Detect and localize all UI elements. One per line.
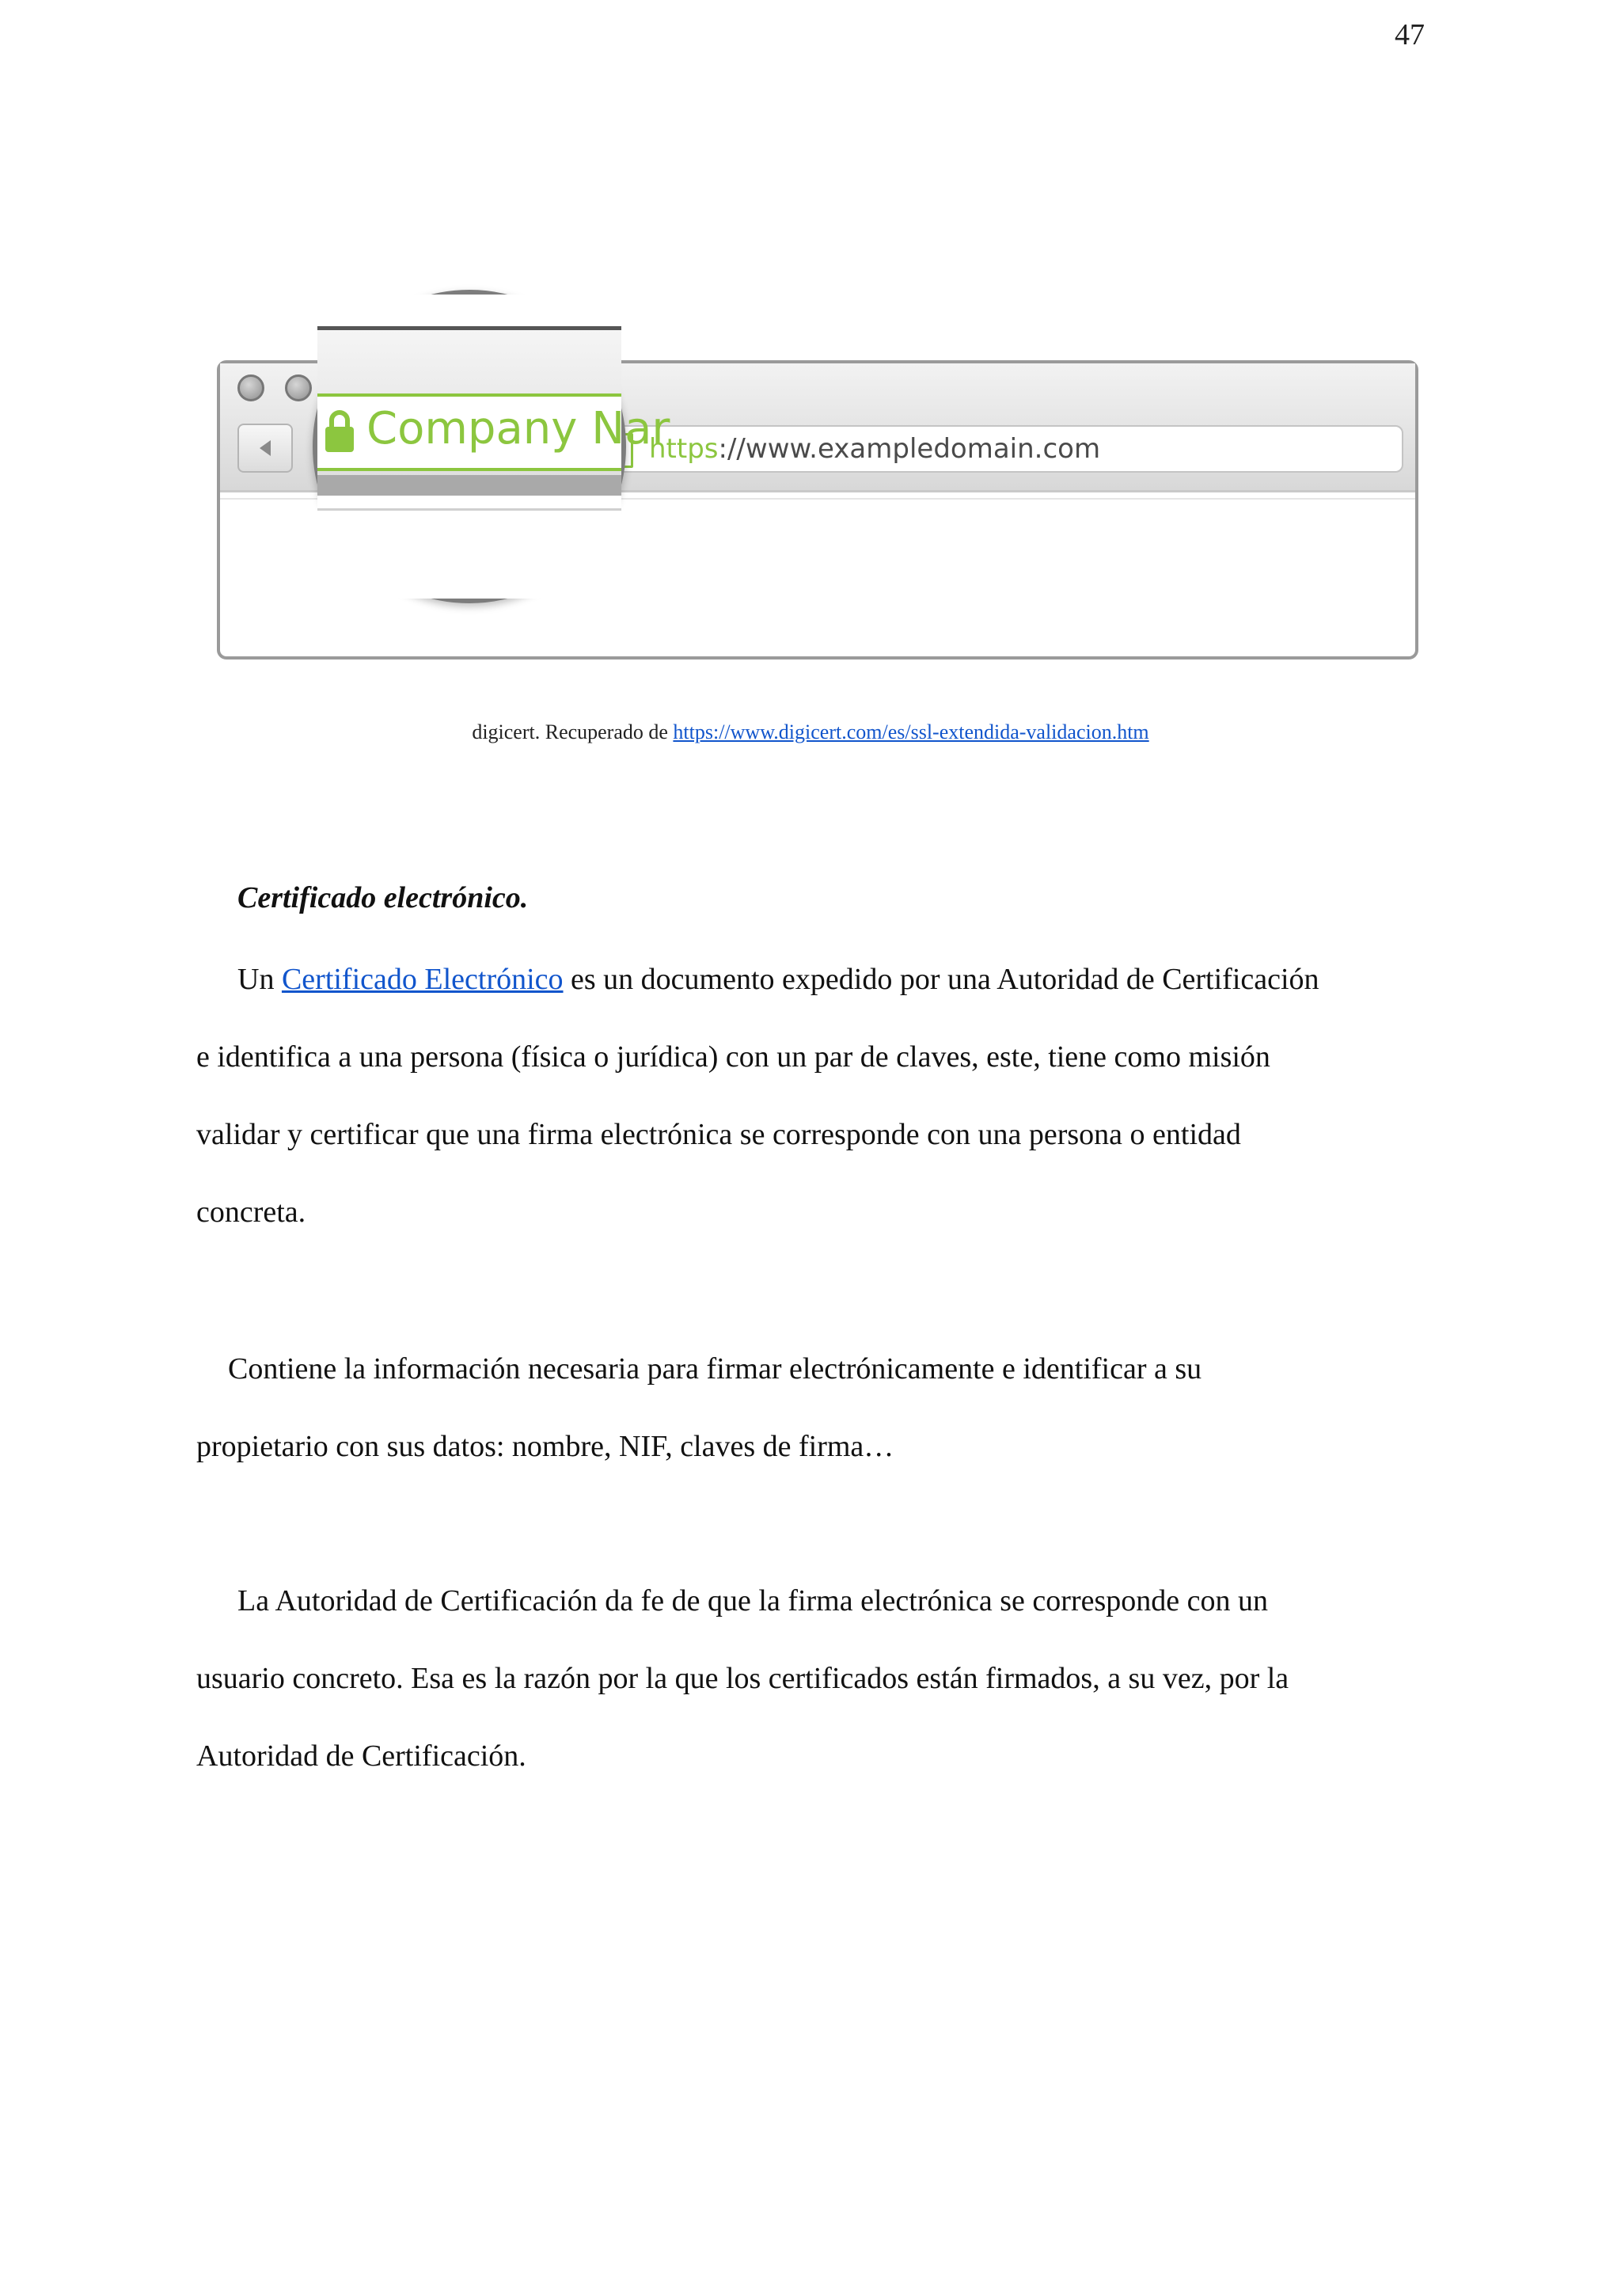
lock-icon: [324, 408, 355, 454]
paragraph-2: [196, 1330, 1431, 1485]
paragraph-3-line-2: usuario concreto. Esa es la razón por la que los certificados están firmados, a su vez, por la: [196, 1662, 1289, 1695]
paragraph-2-line-1: Contiene la información necesaria para firmar electrónicamente e identificar a su: [228, 1352, 1202, 1386]
magnifier-divider: [317, 508, 621, 511]
paragraph-1-line-4: concreta.: [196, 1196, 306, 1229]
paragraph-1-line-2: e identifica a una persona (física o jurídica) con un par de claves, este, tiene como misión: [196, 1040, 1270, 1074]
magnified-company-name: Company Nar: [366, 403, 670, 454]
section-heading: Certificado electrónico.: [237, 881, 529, 914]
url-domain: ://www.exampledomain.com: [718, 433, 1101, 465]
back-arrow-icon: [237, 424, 293, 473]
paragraph-3: [196, 1562, 1431, 1795]
browser-ev-illustration: [214, 285, 1425, 665]
url-scheme: https: [649, 433, 719, 465]
paragraph-1-suffix: es un documento expedido por una Autoridad de Certificación: [563, 963, 1319, 996]
paragraph-3-line-3: Autoridad de Certificación.: [196, 1739, 526, 1773]
certificado-electronico-link[interactable]: Certificado Electrónico: [281, 963, 564, 996]
paragraph-1-line-3: validar y certificar que una firma electrónica se corresponde con una persona o entidad: [196, 1118, 1241, 1151]
magnifier-address-bar: [317, 393, 670, 471]
magnifier-lens: [313, 290, 670, 603]
magnifier-top-band: [317, 295, 621, 330]
paragraph-3-line-1: La Autoridad de Certificación da fe de que la firma electrónica se corresponde con un: [237, 1584, 1268, 1617]
caption-prefix: digicert. Recuperado de: [472, 720, 674, 743]
figure-caption: [0, 720, 1621, 744]
page-number: 47: [1395, 18, 1425, 51]
paragraph-1-line-1: [196, 941, 1431, 1018]
url-text: [649, 433, 1100, 465]
magnifier-shade: [317, 475, 621, 496]
caption-source-link[interactable]: https://www.digicert.com/es/ssl-extendida-validacion.htm: [673, 720, 1149, 743]
window-button-icon: [285, 374, 312, 401]
paragraph-2-line-2: propietario con sus datos: nombre, NIF, claves de firma…: [196, 1430, 894, 1463]
window-button-icon: [237, 374, 264, 401]
paragraph-1: [196, 941, 1431, 1251]
magnifier-content: [317, 496, 621, 599]
paragraph-1-prefix: Un: [237, 963, 282, 996]
